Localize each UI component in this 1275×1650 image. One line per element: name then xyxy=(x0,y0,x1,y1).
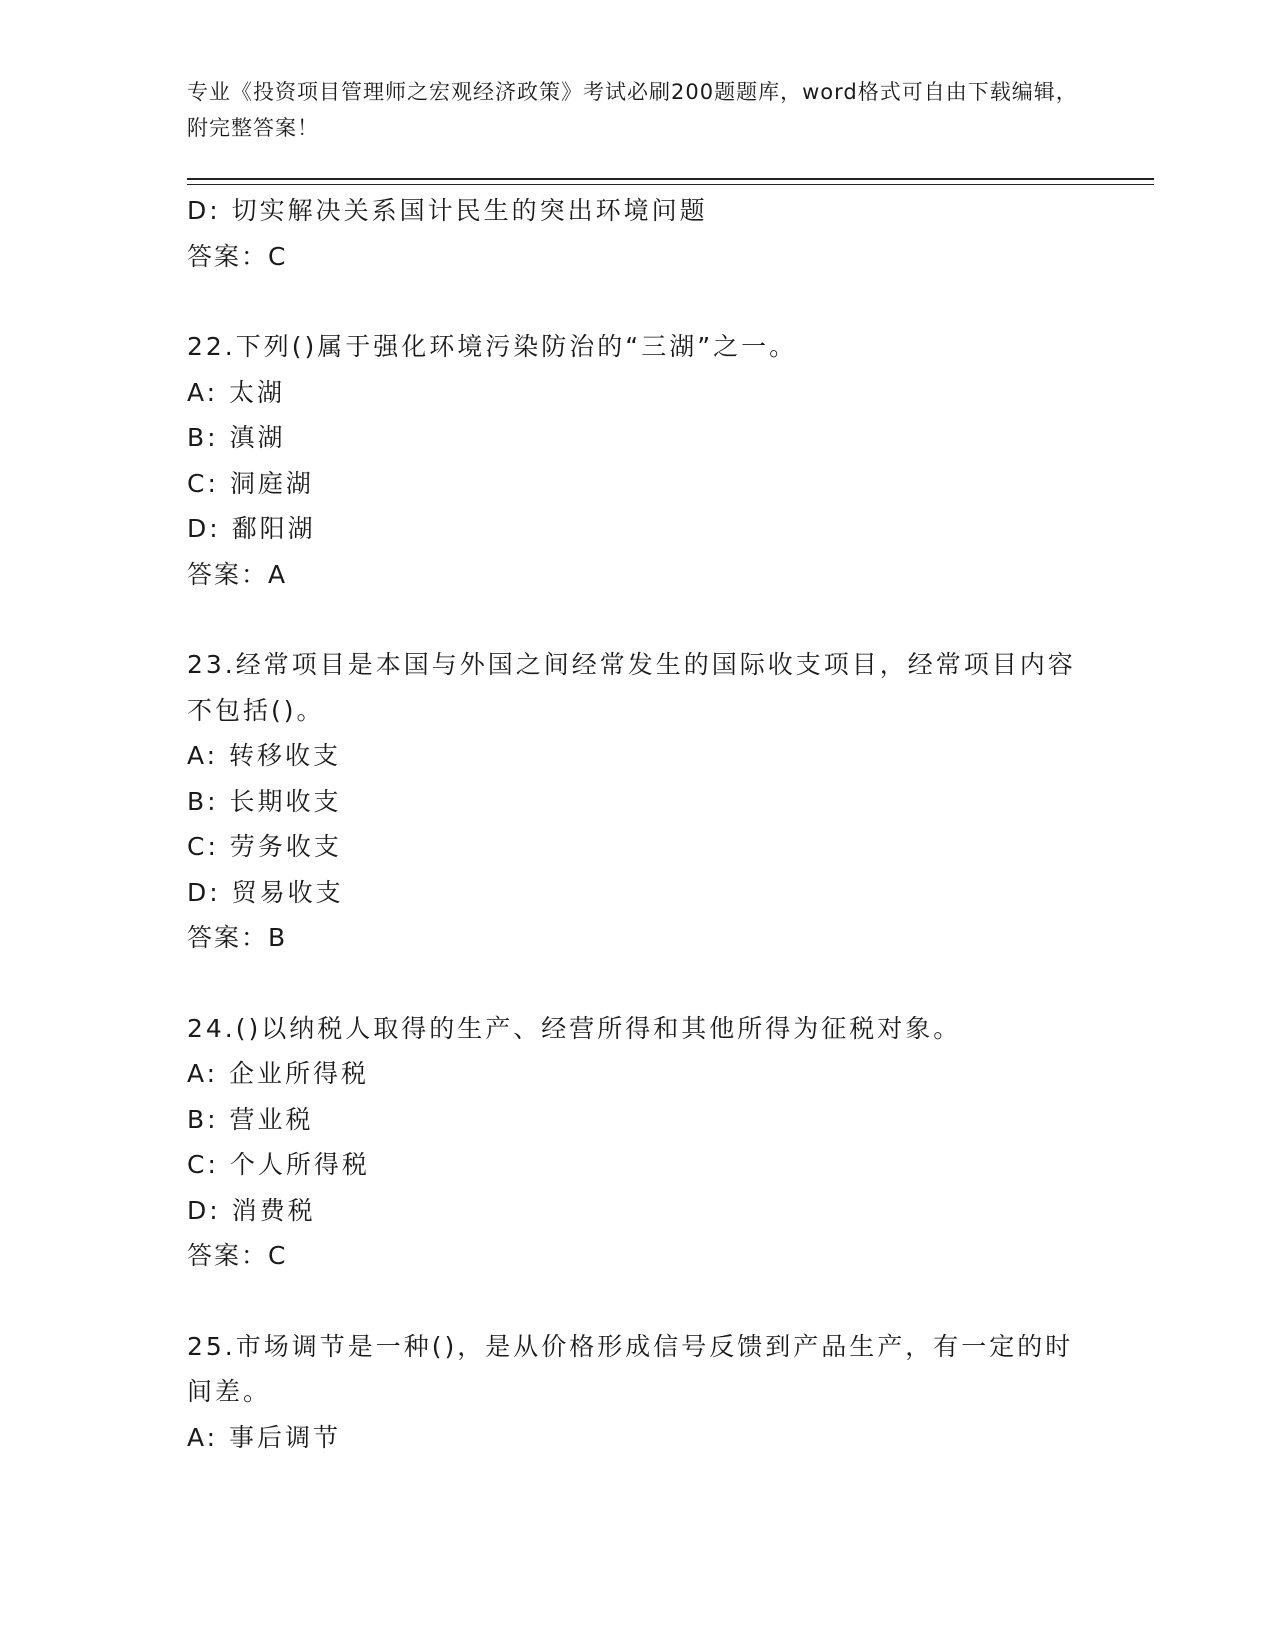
carryover-answer: 答案：C xyxy=(187,241,288,271)
answer: 答案：A xyxy=(187,559,288,589)
option-c: C: 个人所得税 xyxy=(187,1150,370,1179)
option-b: B: 滇湖 xyxy=(187,423,286,452)
option-a: A: 事后调节 xyxy=(187,1422,342,1452)
header-divider xyxy=(187,178,1154,185)
question-24 xyxy=(187,1006,1087,1279)
question-22 xyxy=(187,324,1087,597)
option-a: A: 企业所得税 xyxy=(187,1059,370,1088)
option-d: D: 贸易收支 xyxy=(187,877,344,907)
document-title: 专业《投资项目管理师之宏观经济政策》考试必刷200题题库，word格式可自由下载编辑，附完整答案！ xyxy=(187,80,1078,140)
question-stem: 22.下列()属于强化环境污染防治的“三湖”之一。 xyxy=(187,332,798,361)
option-b: B: 长期收支 xyxy=(187,786,342,816)
answer: 答案：C xyxy=(187,1241,288,1270)
carryover-option: D: 切实解决关系国计民生的突出环境问题 xyxy=(187,196,708,225)
question-23 xyxy=(187,642,1087,961)
option-a: A: 太湖 xyxy=(187,377,286,407)
question-25 xyxy=(187,1324,1087,1461)
document-body xyxy=(187,188,1087,1460)
page-header xyxy=(187,74,1087,146)
option-a: A: 转移收支 xyxy=(187,741,342,770)
option-b: B: 营业税 xyxy=(187,1104,314,1134)
question-stem: 25.市场调节是一种()，是从价格形成信号反馈到产品生产，有一定的时间差。 xyxy=(187,1331,1074,1406)
question-stem: 23.经常项目是本国与外国之间经常发生的国际收支项目，经常项目内容不包括()。 xyxy=(187,650,1076,725)
answer: 答案：B xyxy=(187,923,288,952)
option-c: C: 劳务收支 xyxy=(187,832,342,861)
option-d: D: 消费税 xyxy=(187,1195,316,1225)
option-c: C: 洞庭湖 xyxy=(187,468,314,498)
option-d: D: 鄱阳湖 xyxy=(187,514,316,543)
question-stem: 24.()以纳税人取得的生产、经营所得和其他所得为征税对象。 xyxy=(187,1013,962,1043)
